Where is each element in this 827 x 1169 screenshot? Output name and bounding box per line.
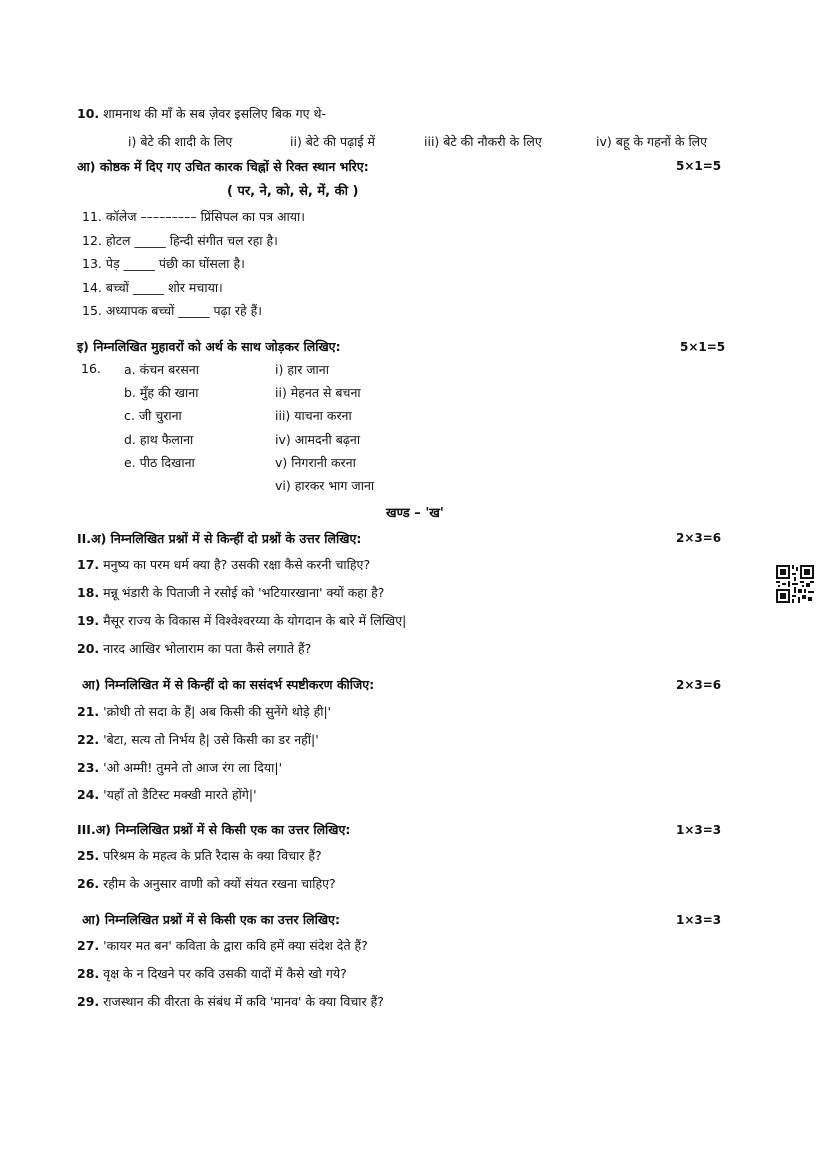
section-khand-title: खण्ड – 'ख' [386,506,444,521]
meaning-item: i) हार जाना [275,362,329,377]
section-2b-marks: 2×3=6 [676,678,722,692]
q10-option-4: iv) बहू के गहनों के लिए [596,134,708,149]
question-number-16: 16. [81,361,101,376]
question-text: होटल _____ हिन्दी संगीत चल रहा है। [105,233,278,248]
question-text: अध्यापक बच्चों _____ पढ़ा रहे हैं। [105,303,262,318]
question-15 [82,302,262,319]
question-number: 12. [82,233,102,248]
question-number: 24. [77,787,100,802]
idiom-item: a. कंचन बरसना [124,362,199,377]
question-10 [77,105,326,122]
question-12 [82,232,278,249]
question-text: मैसूर राज्य के विकास में विश्वेश्वरय्या के योगदान के बारे में लिखिए| [103,613,407,628]
question-text: 'क्रोधी तो सदा के हैं| अब किसी की सुनेंगे थोड़े ही|' [103,704,332,719]
question-number: 11. [82,209,102,224]
section-2a-marks: 2×3=6 [676,531,722,545]
question-text: राजस्थान की वीरता के संबंध में कवि 'मानव' के क्या विचार हैं? [103,994,384,1009]
question-number: 19. [77,613,100,628]
meaning-item: iii) याचना करना [275,408,352,423]
question-25 [77,847,322,864]
question-26 [77,875,336,892]
question-text: शामनाथ की माँ के सब ज़ेवर इसलिए बिक गए थे- [103,106,326,121]
question-number: 23. [77,760,100,775]
question-number: 20. [77,641,100,656]
question-number: 29. [77,994,100,1009]
question-text: रहीम के अनुसार वाणी को क्यों संयत रखना चाहिए? [103,876,336,891]
question-number: 10. [77,106,100,121]
question-text: मन्नू भंडारी के पिताजी ने रसोई को 'भटियारखाना' क्यों कहा है? [103,585,385,600]
meaning-item: vi) हारकर भाग जाना [275,478,375,493]
question-23 [77,759,282,776]
section-muhavare-marks: 5×1=5 [680,340,726,354]
question-24 [77,786,257,803]
q10-option-3: iii) बेटे की नौकरी के लिए [424,134,542,149]
question-text: मनुष्य का परम धर्म क्या है? उसकी रक्षा कैसे करनी चाहिए? [103,557,371,572]
question-number: 26. [77,876,100,891]
question-20 [77,640,311,657]
question-number: 18. [77,585,100,600]
question-number: 13. [82,256,102,271]
meaning-item: ii) मेहनत से बचना [275,385,361,400]
question-14 [82,279,223,296]
section-karak-marks: 5×1=5 [676,159,722,173]
question-text: वृक्ष के न दिखने पर कवि उसकी यादों में कैसे खो गये? [103,966,347,981]
question-13 [82,255,245,272]
meaning-item: v) निगरानी करना [275,455,356,470]
question-number: 28. [77,966,100,981]
idiom-item: b. मुँह की खाना [124,385,199,400]
question-number: 15. [82,303,102,318]
meaning-item: iv) आमदनी बढ़ना [275,432,361,447]
section-3b-marks: 1×3=3 [676,913,722,927]
q10-option-2: ii) बेटे की पढ़ाई में [290,134,375,149]
question-text: बच्चों _____ शोर मचाया। [105,280,223,295]
idiom-item: e. पीठ दिखाना [124,455,195,470]
question-text: पेड़ _____ पंछी का घोंसला है। [105,256,245,271]
section-2a-heading: II.अ) निम्नलिखित प्रश्नों में से किन्हीं दो प्रश्नों के उत्तर लिखिए: [77,531,362,546]
karak-options: ( पर, ने, को, से, में, की ) [227,184,359,199]
question-text: 'यहाँ तो डैटिस्ट मक्खी मारते होंगे|' [103,787,257,802]
question-17 [77,556,370,573]
question-28 [77,965,347,982]
question-text: कॉलेज ––––––––– प्रिंसिपल का पत्र आया। [105,209,306,224]
question-11 [82,208,305,225]
section-karak-heading: आ) कोष्ठक में दिए गए उचित कारक चिह्नों से रिक्त स्थान भरिए: [77,159,369,174]
idiom-item: d. हाथ फैलाना [124,432,194,447]
question-22 [77,731,319,748]
question-29 [77,993,384,1010]
section-3b-heading: आ) निम्नलिखित प्रश्नों में से किसी एक का उत्तर लिखिए: [82,912,340,927]
qr-code-icon [776,565,814,603]
question-text: 'ओ अम्मी! तुमने तो आज रंग ला दिया|' [103,760,283,775]
question-19 [77,612,406,629]
question-text: 'कायर मत बन' कविता के द्वारा कवि हमें क्या संदेश देते हैं? [103,938,368,953]
question-text: परिश्रम के महत्व के प्रति रैदास के क्या विचार हैं? [103,848,322,863]
question-number: 17. [77,557,100,572]
question-text: 'बेटा, सत्य तो निर्भय है| उसे किसी का डर नहीं|' [103,732,319,747]
question-21 [77,703,331,720]
section-2b-heading: आ) निम्नलिखित में से किन्हीं दो का ससंदर्भ स्पष्टीकरण कीजिए: [82,677,375,692]
question-text: नारद आखिर भोलाराम का पता कैसे लगाते हैं? [103,641,312,656]
section-3a-marks: 1×3=3 [676,823,722,837]
question-18 [77,584,384,601]
idiom-item: c. जी चुराना [124,408,182,423]
question-27 [77,937,368,954]
question-number: 25. [77,848,100,863]
q10-option-1: i) बेटे की शादी के लिए [128,134,233,149]
section-3a-heading: III.अ) निम्नलिखित प्रश्नों में से किसी एक का उत्तर लिखिए: [77,822,351,837]
question-number: 21. [77,704,100,719]
section-muhavare-heading: इ) निम्नलिखित मुहावरों को अर्थ के साथ जोड़कर लिखिए: [77,339,341,354]
question-number: 14. [82,280,102,295]
question-number: 22. [77,732,100,747]
question-number: 27. [77,938,100,953]
